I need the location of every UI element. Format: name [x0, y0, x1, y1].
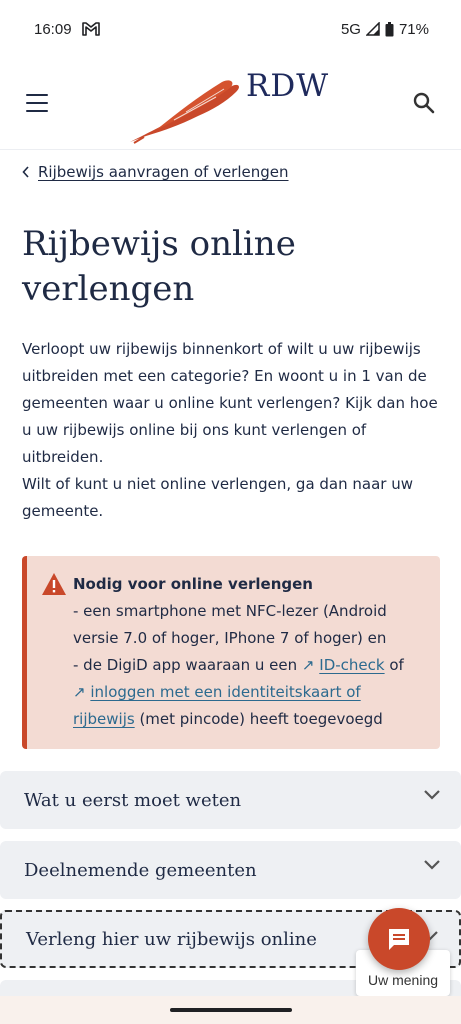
accordion-label: Verleng hier uw rijbewijs online: [26, 928, 317, 950]
site-header: [0, 58, 461, 150]
intro-line: uitbreiden met een categorie? En woont u in 1 van de: [22, 367, 427, 385]
external-link-icon: ↗: [301, 656, 315, 674]
logo-text: RDW: [246, 68, 330, 104]
menu-button[interactable]: [26, 94, 48, 112]
signal-icon: [366, 22, 380, 36]
feedback-button[interactable]: [368, 908, 430, 970]
menu-icon-bar: [26, 102, 48, 104]
intro-line: u uw rijbewijs online bij ons kunt verlengen of: [22, 421, 367, 439]
notice-text: - de DigiD app waaraan u een: [73, 656, 302, 674]
intro-line: gemeente.: [22, 502, 104, 520]
notice-box: [22, 556, 440, 749]
chevron-down-icon: [423, 789, 441, 801]
page-title: [22, 222, 442, 312]
notice-line: [73, 706, 428, 733]
feather-logo: [126, 64, 246, 144]
intro-line: Wilt of kunt u niet online verlengen, ga dan naar uw: [22, 475, 413, 493]
search-button[interactable]: [412, 91, 438, 117]
accordion-label: Deelnemende gemeenten: [24, 859, 257, 881]
menu-icon-bar: [26, 110, 48, 112]
notice-text: (met pincode) heeft toegevoegd: [134, 710, 383, 728]
gmail-icon: [82, 22, 100, 36]
network-type: 5G: [340, 20, 361, 38]
notice-line: - een smartphone met NFC-lezer (Android: [73, 602, 387, 620]
intro-line: Verloopt uw rijbewijs binnenkort of wilt u uw rijbewijs: [22, 340, 421, 358]
notice-title: Nodig voor online verlengen: [73, 575, 313, 593]
id-check-link[interactable]: ID-check: [319, 656, 385, 674]
intro-line: gemeenten waar u online kunt verlengen? Kijk dan hoe: [22, 394, 438, 412]
system-nav-bar: [0, 996, 461, 1024]
warning-icon: [41, 572, 67, 596]
chevron-left-icon: [22, 166, 30, 178]
external-link-icon: ↗: [73, 683, 86, 701]
status-bar: [0, 0, 461, 58]
identity-card-login-link[interactable]: inloggen met een identiteitskaart of: [90, 683, 361, 701]
battery-icon: [385, 22, 394, 37]
notice-text: of: [384, 656, 404, 674]
intro-line: uitbreiden.: [22, 448, 104, 466]
rdw-logo[interactable]: [126, 64, 336, 144]
feedback-label[interactable]: Uw mening: [356, 950, 450, 996]
accordion-participating-municipalities[interactable]: [0, 841, 461, 899]
accordion-label: Wat u eerst moet weten: [24, 789, 242, 811]
page-title-line-2: verlengen: [22, 269, 195, 309]
chevron-down-icon: [423, 859, 441, 871]
menu-icon: [26, 94, 48, 96]
status-time: 16:09: [34, 20, 72, 38]
identity-card-login-link-cont[interactable]: rijbewijs: [73, 710, 135, 728]
chat-icon: [386, 926, 412, 952]
notice-line: [73, 652, 428, 679]
battery-level: 71%: [398, 20, 429, 38]
home-gesture-handle[interactable]: [170, 1008, 292, 1012]
accordion-what-to-know[interactable]: [0, 771, 461, 829]
breadcrumb: [22, 163, 289, 181]
intro-text: [22, 336, 442, 525]
search-icon: [412, 91, 436, 115]
notice-line: [73, 679, 428, 706]
notice-line: versie 7.0 of hoger, IPhone 7 of hoger) en: [73, 629, 387, 647]
page-title-line-1: Rijbewijs online: [22, 224, 296, 264]
breadcrumb-link[interactable]: Rijbewijs aanvragen of verlengen: [38, 163, 289, 181]
